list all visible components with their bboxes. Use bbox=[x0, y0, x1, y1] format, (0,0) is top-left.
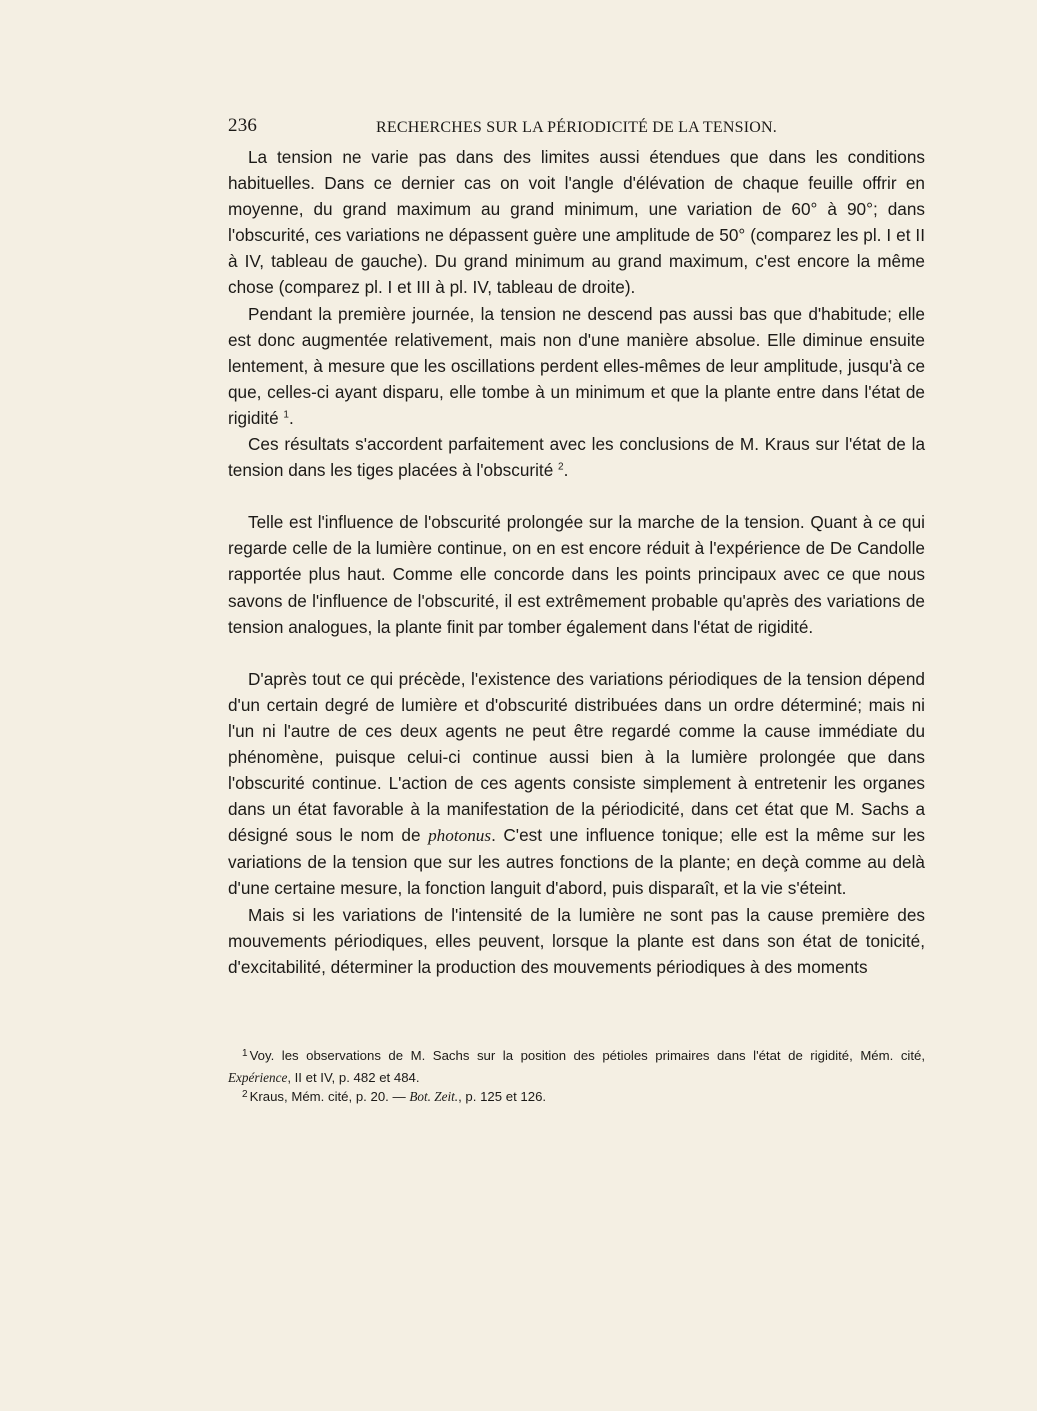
paragraph-1 bbox=[228, 144, 925, 301]
paragraph-5 bbox=[228, 666, 925, 902]
footnote-2-text-a: Kraus, Mém. cité, p. 20. — bbox=[249, 1089, 406, 1104]
footnote-1-text-a: Voy. les observations de M. Sachs sur la position des pétioles primaires dans l'état de rigidité, Mém. cité, bbox=[249, 1048, 925, 1063]
footnote-1-italic: Expérience bbox=[228, 1069, 288, 1085]
photonus-term: photonus bbox=[428, 826, 492, 846]
body-text bbox=[228, 144, 925, 980]
paragraph-2: Pendant la première journée, la tension ne descend pas aussi bas que d'habitude; elle est donc augmentée relativement, mais non d'une manière absolue. Elle diminue ensuite lentement, à mesure que les oscillations perdent elles-mêmes de leur amplitude, jusqu'à ce que, celles-ci ayant disparu, elle tombe à un minimum et que la plante entre dans l'état de rigidité $^1$. bbox=[228, 303, 925, 428]
paragraph-2-text: Pendant la première journée, la tension ne descend pas aussi bas que d'habitude; elle est donc augmentée relativement, mais non d'une manière absolue. Elle diminue ensuite lentement, à mesure que les oscillations perdent elles-mêmes de leur amplitude, jusqu'à ce que, celles-ci ayant disparu, elle tombe à un minimum et que la plante entre dans l'état de rigidité bbox=[228, 303, 925, 428]
footnote-1-mark: 1 bbox=[242, 1048, 248, 1059]
footnote-ref-1[interactable]: 1 bbox=[283, 409, 289, 421]
paragraph-6 bbox=[228, 902, 925, 980]
section-gap bbox=[228, 640, 925, 666]
paragraph-6-text: Mais si les variations de l'intensité de la lumière ne sont pas la cause première des mouvements périodiques, elles peuvent, lorsque la plante est dans son état de tonicité, d'excitabilité, déterminer la production des mouvements périodiques à des moments bbox=[228, 904, 925, 977]
footnote-2-mark: 2 bbox=[242, 1089, 248, 1100]
footnotes bbox=[228, 1046, 925, 1109]
paragraph-5-text-b: . C'est une influence tonique; elle est la même sur les variations de la tension que sur les autres fonctions de la plante; en deçà comme au delà d'une certaine mesure, la fonction languit d'abord, puis disparaît, et la vie s'éteint. bbox=[228, 825, 926, 899]
paragraph-4 bbox=[228, 509, 925, 639]
section-gap bbox=[228, 483, 925, 509]
footnote-2-italic: Bot. Zeit. bbox=[409, 1089, 459, 1104]
paragraph-5-text-a: D'après tout ce qui précède, l'existence des variations périodiques de la tension dépend d'un certain degré de lumière et d'obscurité distribuées dans un ordre déterminé; mais ni l'un ni l'autre de ces deux agents ne peut être regardé comme la cause immédiate du phénomène, puisque celui-ci continue aussi bien à la lumière prolongée que dans l'obscurité continue. L'action de ces agents consiste simplement à entretenir les organes dans un état favorable à la manifestation de la périodicité, dans cet état que M. Sachs a désigné sous le nom de bbox=[228, 668, 925, 846]
paragraph-1-text: La tension ne varie pas dans des limites aussi étendues que dans les conditions habituelles. Dans ce dernier cas on voit l'angle d'élévation de chaque feuille offrir en moyenne, du grand maximum au grand minimum, une variation de 60° à 90°; dans l'obscurité, ces variations ne dépassent guère une amplitude de 50° (comparez les pl. I et II à IV, tableau de gauche). Du grand minimum au grand maximum, c'est encore la même chose (comparez pl. I et III à pl. IV, tableau de droite). bbox=[228, 147, 925, 298]
paragraph-4-text: Telle est l'influence de l'obscurité prolongée sur la marche de la tension. Quant à ce qui regarde celle de la lumière continue, on en est encore réduit à l'expérience de De Candolle rapportée plus haut. Comme elle concorde dans les points principaux avec ce que nous savons de l'influence de l'obscurité, il est extrêmement probable qu'après des variations de tension analogues, la plante finit par tomber également dans l'état de rigidité. bbox=[228, 512, 925, 637]
paragraph-3: Ces résultats s'accordent parfaitement avec les conclusions de M. Kraus sur l'état de la tension dans les tiges placées à l'obscurité $^2$. bbox=[228, 434, 925, 481]
footnote-ref-2[interactable]: 2 bbox=[558, 461, 564, 473]
footnote-2 bbox=[228, 1087, 925, 1109]
paragraph-3-text: Ces résultats s'accordent parfaitement avec les conclusions de M. Kraus sur l'état de la tension dans les tiges placées à l'obscurité bbox=[228, 434, 925, 481]
page-number: 236 bbox=[228, 115, 258, 136]
footnote-1-text-b: , II et IV, p. 482 et 484. bbox=[287, 1069, 420, 1085]
footnote-2-text-b: , p. 125 et 126. bbox=[458, 1089, 547, 1104]
running-title: RECHERCHES SUR LA PÉRIODICITÉ DE LA TENSION. bbox=[376, 119, 777, 136]
footnote-1 bbox=[228, 1046, 925, 1087]
